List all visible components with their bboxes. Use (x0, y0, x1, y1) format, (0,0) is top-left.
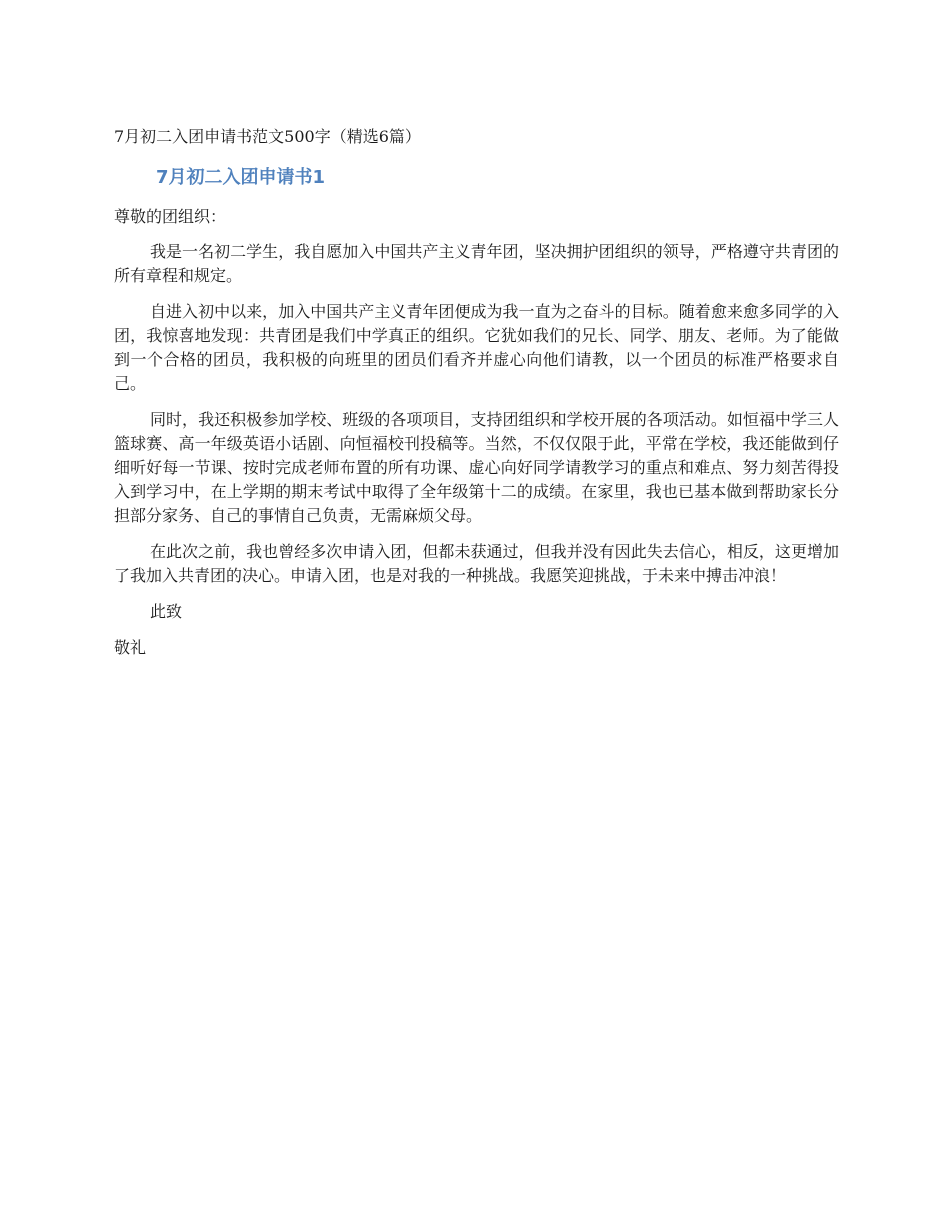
salutation: 尊敬的团组织： (114, 207, 227, 226)
document-title: 7月初二入团申请书范文500字（精选6篇） (114, 127, 421, 146)
paragraph-1: 我是一名初二学生，我自愿加入中国共产主义青年团，坚决拥护团组织的领导，严格遵守共青团的所有章程和规定。 (114, 242, 839, 285)
paragraph-2: 自进入初中以来，加入中国共产主义青年团便成为我一直为之奋斗的目标。随着愈来愈多同学的入团，我惊喜地发现：共青团是我们中学真正的组织。它犹如我们的兄长、同学、朋友、老师。为了能做到一个合格的团员，我积极的向班里的团员们看齐并虚心向他们请教，以一个团员的标准严格要求自己。 (114, 302, 839, 393)
letter-body (114, 205, 839, 672)
paragraph-3: 同时，我还积极参加学校、班级的各项项目，支持团组织和学校开展的各项活动。如恒福中学三人篮球赛、高一年级英语小话剧、向恒福校刊投稿等。当然，不仅仅限于此，平常在学校，我还能做到仔细听好每一节课、按时完成老师布置的所有功课、虚心向好同学请教学习的重点和难点、努力刻苦得投入到学习中，在上学期的期末考试中取得了全年级第十二的成绩。在家里，我也已基本做到帮助家长分担部分家务、自己的事情自己负责，无需麻烦父母。 (114, 410, 839, 525)
regards: 敬礼 (114, 638, 147, 657)
paragraph-4: 在此次之前，我也曾经多次申请入团，但都未获通过，但我并没有因此失去信心，相反，这更增加了我加入共青团的决心。申请入团，也是对我的一种挑战。我愿笑迎挑战，于未来中搏击冲浪！ (114, 542, 839, 585)
closing: 此致 (150, 602, 183, 621)
section-heading: 7月初二入团申请书1 (156, 167, 326, 188)
